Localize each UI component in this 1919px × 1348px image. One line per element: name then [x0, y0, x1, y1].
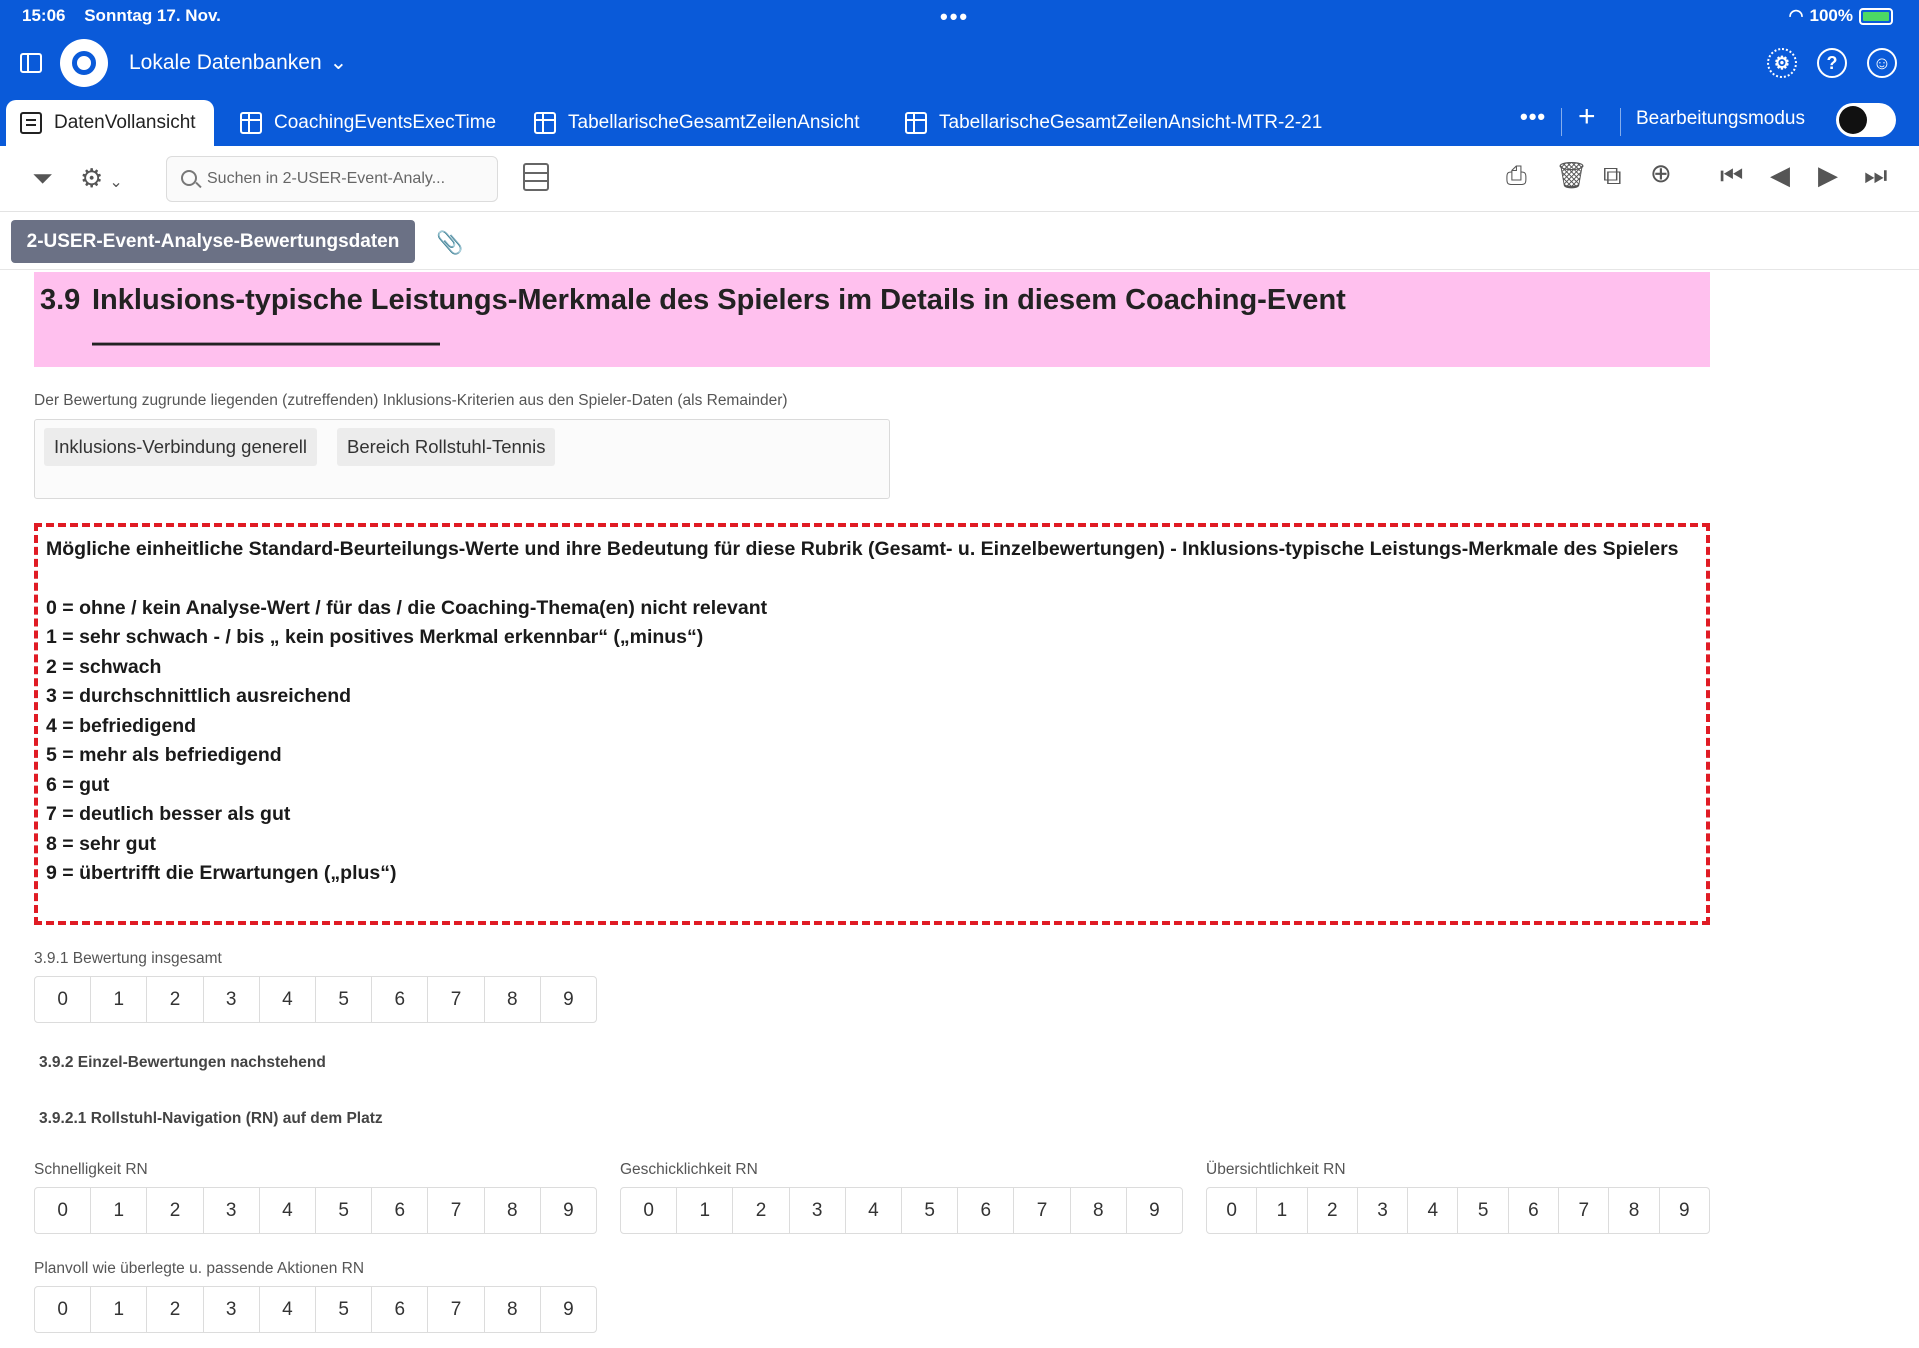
database-selector[interactable]	[129, 50, 347, 75]
previous-record-icon[interactable]: ◀	[1770, 160, 1790, 190]
info-title: Mögliche einheitliche Standard-Beurteilungs-Werte und ihre Bedeutung für diese Rubrik (Gesamt- u. Einzelbewertungen) - Inklusions-typische Leistungs-Merkmale des Spielers	[46, 538, 1679, 560]
rating-option[interactable]: 4	[259, 1188, 315, 1233]
planvoll-rating-selector	[34, 1286, 597, 1333]
wifi-icon: ◠	[1788, 6, 1804, 25]
scale-item: 5 = mehr als befriedigend	[46, 744, 282, 766]
rating-option[interactable]: 7	[1013, 1188, 1069, 1233]
duplicate-icon[interactable]: ⧉	[1603, 160, 1622, 190]
layout-icon[interactable]	[523, 163, 549, 191]
print-icon[interactable]: ⎙	[1506, 160, 1527, 190]
rating-option[interactable]: 6	[371, 977, 427, 1022]
tab-tabellarischegesamtzeilenansicht-mtr[interactable]	[891, 100, 1336, 146]
schnelligkeit-rating-selector	[34, 1187, 597, 1234]
rating-option[interactable]: 0	[57, 988, 68, 1010]
overall-rating-label: 3.9.1 Bewertung insgesamt	[34, 950, 222, 967]
rating-option[interactable]: 6	[957, 1188, 1013, 1233]
geschicklichkeit-rating-selector	[620, 1187, 1183, 1234]
divider	[1561, 108, 1562, 136]
search-placeholder: Suchen in 2-USER-Event-Analy...	[207, 170, 446, 187]
document-icon	[20, 112, 42, 134]
rating-option[interactable]: 0	[57, 1199, 68, 1221]
last-record-icon[interactable]: ⏭	[1864, 160, 1888, 190]
rating-option[interactable]: 4	[845, 1188, 901, 1233]
app-logo[interactable]	[60, 39, 108, 87]
table-icon	[905, 112, 927, 134]
single-ratings-heading: 3.9.2 Einzel-Bewertungen nachstehend	[39, 1054, 326, 1071]
rating-option[interactable]: 0	[643, 1199, 654, 1221]
rating-option[interactable]: 5	[315, 977, 371, 1022]
status-bar	[22, 6, 235, 26]
scale-item: 9 = übertrifft die Erwartungen („plus“)	[46, 862, 397, 884]
rating-option[interactable]: 5	[1457, 1188, 1507, 1233]
rating-option[interactable]: 2	[146, 1188, 202, 1233]
header-icons	[1767, 48, 1897, 78]
section-header	[34, 272, 1710, 367]
rating-option[interactable]: 1	[1256, 1188, 1306, 1233]
rating-option[interactable]: 5	[315, 1287, 371, 1332]
rating-option[interactable]: 3	[203, 977, 259, 1022]
geschicklichkeit-label: Geschicklichkeit RN	[620, 1161, 758, 1178]
criteria-label: Der Bewertung zugrunde liegenden (zutreffenden) Inklusions-Kriterien aus den Spieler-Daten (als Remainder)	[34, 392, 788, 409]
table-icon	[240, 112, 262, 134]
sidebar-toggle-icon[interactable]	[20, 53, 42, 73]
status-time: 15:06	[22, 6, 66, 25]
divider	[1620, 108, 1621, 136]
rating-option[interactable]: 9	[1659, 1188, 1709, 1233]
criteria-chip[interactable]: Inklusions-Verbindung generell	[44, 428, 317, 466]
top-bar	[0, 0, 1919, 96]
rating-option[interactable]: 4	[259, 977, 315, 1022]
rating-option[interactable]: 8	[484, 1188, 540, 1233]
record-name-chip[interactable]: 2-USER-Event-Analyse-Bewertungsdaten	[11, 220, 415, 263]
chevron-down-icon: ⌄	[329, 51, 348, 74]
uebersichtlichkeit-rating-selector	[1206, 1187, 1710, 1234]
scale-item: 6 = gut	[46, 773, 110, 796]
rating-option[interactable]: 6	[371, 1287, 427, 1332]
rating-option[interactable]: 8	[484, 977, 540, 1022]
rating-option[interactable]: 1	[90, 1188, 146, 1233]
criteria-chip[interactable]: Bereich Rollstuhl-Tennis	[337, 428, 555, 466]
rating-option[interactable]: 5	[315, 1188, 371, 1233]
rating-option[interactable]: 2	[732, 1188, 788, 1233]
rating-option[interactable]: 6	[371, 1188, 427, 1233]
rating-option[interactable]: 1	[676, 1188, 732, 1233]
edit-mode-toggle[interactable]	[1836, 103, 1896, 137]
rating-option[interactable]: 4	[259, 1287, 315, 1332]
rating-option[interactable]: 7	[427, 1188, 483, 1233]
toolbar	[0, 146, 1919, 212]
tab-label: DatenVollansicht	[54, 112, 196, 133]
more-tabs-icon[interactable]: •••	[1520, 104, 1547, 129]
section-underline: ————————————	[92, 327, 440, 359]
table-icon	[534, 112, 556, 134]
filter-icon[interactable]: ⏷	[32, 163, 53, 193]
search-input[interactable]	[166, 156, 498, 202]
add-record-icon[interactable]: ⊕	[1650, 158, 1672, 188]
scale-item: 0 = ohne / kein Analyse-Wert / für das / die Coaching-Thema(en) nicht relevant	[46, 596, 768, 619]
tab-datenvollansicht[interactable]	[6, 100, 214, 146]
scale-list	[46, 594, 1698, 889]
scale-item: 3 = durchschnittlich ausreichend	[46, 685, 352, 707]
schnelligkeit-label: Schnelligkeit RN	[34, 1161, 148, 1178]
scale-item: 8 = sehr gut	[46, 832, 156, 855]
attachment-icon[interactable]: 📎	[436, 230, 464, 255]
rating-option[interactable]: 4	[1407, 1188, 1457, 1233]
rating-option[interactable]: 7	[1558, 1188, 1608, 1233]
rating-option[interactable]: 0	[1226, 1199, 1237, 1221]
scale-item: 4 = befriedigend	[46, 714, 197, 737]
help-icon[interactable]: ?	[1817, 48, 1847, 78]
settings-gear-icon[interactable]: ⚙	[1767, 48, 1797, 78]
next-record-icon[interactable]: ▶	[1818, 160, 1838, 190]
rating-option[interactable]: 0	[57, 1298, 68, 1320]
rating-option[interactable]: 8	[484, 1287, 540, 1332]
tab-coachingeventsexectime[interactable]	[226, 100, 510, 146]
edit-mode-label: Bearbeitungsmodus	[1636, 108, 1805, 129]
rating-option[interactable]: 9	[540, 977, 596, 1022]
rating-option[interactable]: 9	[540, 1287, 596, 1332]
rating-option[interactable]: 3	[203, 1188, 259, 1233]
section-number: 3.9	[40, 284, 81, 316]
rating-option[interactable]: 2	[146, 977, 202, 1022]
rn-heading: 3.9.2.1 Rollstuhl-Navigation (RN) auf dem Platz	[39, 1110, 383, 1127]
rating-option[interactable]: 3	[203, 1287, 259, 1332]
rating-option[interactable]: 8	[1608, 1188, 1658, 1233]
record-bar	[0, 212, 1919, 270]
rating-option[interactable]: 7	[427, 977, 483, 1022]
tab-label: TabellarischeGesamtZeilenAnsicht-MTR-2-21	[939, 112, 1323, 133]
database-title: Lokale Datenbanken	[129, 50, 322, 74]
rating-option[interactable]: 1	[90, 1287, 146, 1332]
status-right	[1789, 6, 1893, 26]
planvoll-label: Planvoll wie überlegte u. passende Aktionen RN	[34, 1260, 365, 1277]
rating-scale-info-box	[34, 523, 1710, 925]
tab-label: TabellarischeGesamtZeilenAnsicht	[568, 112, 860, 133]
account-icon[interactable]: ☺	[1867, 48, 1897, 78]
rating-option[interactable]: 2	[146, 1287, 202, 1332]
battery-level: 100%	[1809, 6, 1853, 25]
delete-icon[interactable]: 🗑	[1555, 160, 1589, 190]
chevron-down-icon: ⌄	[109, 174, 123, 191]
rating-option[interactable]: 8	[1070, 1188, 1126, 1233]
scale-item: 2 = schwach	[46, 655, 162, 678]
tab-tabellarischegesamtzeilenansicht[interactable]	[520, 100, 873, 146]
tab-label: CoachingEventsExecTime	[274, 112, 497, 133]
rating-option[interactable]: 9	[1126, 1188, 1182, 1233]
status-date: Sonntag 17. Nov.	[84, 6, 221, 25]
rating-option[interactable]: 7	[427, 1287, 483, 1332]
rating-option[interactable]: 5	[901, 1188, 957, 1233]
search-icon	[181, 170, 197, 186]
section-title: Inklusions-typische Leistungs-Merkmale des Spielers im Details in diesem Coaching-Event	[92, 284, 1346, 316]
rating-option[interactable]: 3	[1357, 1188, 1407, 1233]
scale-item: 1 = sehr schwach - / bis „ kein positives Merkmal erkennbar“ („minus“)	[46, 626, 704, 648]
multitasking-dots-icon[interactable]: •••	[940, 4, 970, 29]
overall-rating-selector	[34, 976, 597, 1023]
rating-option[interactable]: 6	[1508, 1188, 1558, 1233]
settings-gear-icon[interactable]: ⚙ ⌄	[80, 163, 123, 193]
tab-bar	[0, 96, 1919, 146]
scale-item: 7 = deutlich besser als gut	[46, 803, 291, 825]
rating-option[interactable]: 2	[1307, 1188, 1357, 1233]
rating-option[interactable]: 9	[540, 1188, 596, 1233]
first-record-icon[interactable]: ⏮	[1720, 160, 1744, 190]
criteria-field[interactable]	[34, 419, 890, 499]
add-tab-icon[interactable]: +	[1578, 100, 1596, 133]
rating-option[interactable]: 1	[90, 977, 146, 1022]
rating-option[interactable]: 3	[789, 1188, 845, 1233]
battery-icon	[1859, 8, 1893, 25]
uebersichtlichkeit-label: Übersichtlichkeit RN	[1206, 1161, 1346, 1178]
